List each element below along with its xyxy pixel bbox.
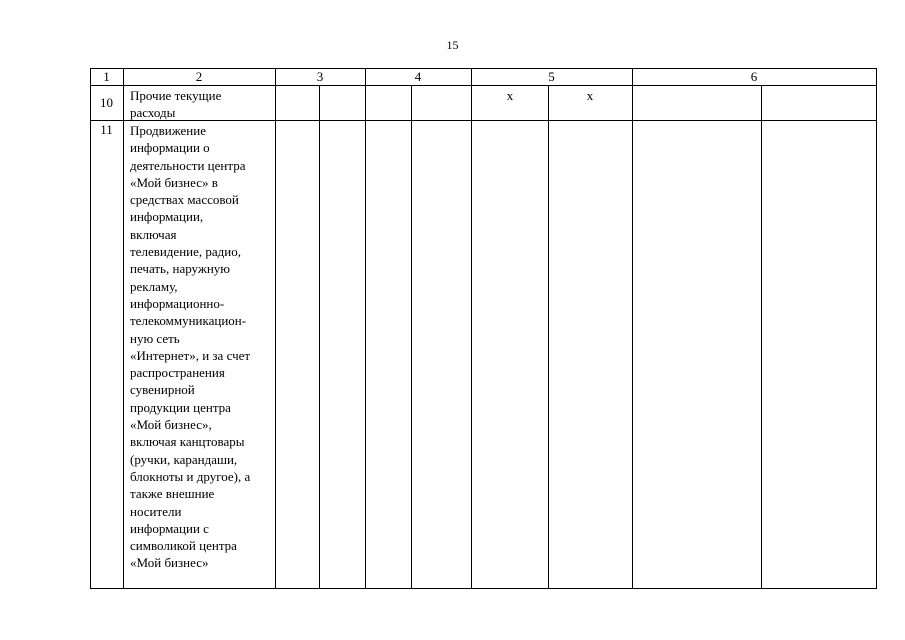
- page-number: 15: [446, 38, 459, 52]
- row-10-description: Прочие текущие расходы: [130, 88, 222, 121]
- header-col-2: 2: [195, 69, 203, 84]
- header-col-6: 6: [750, 69, 758, 84]
- row-11-description: Продвижение информации о деятельности центра «Мой бизнес» в средствах массовой информации, включая телевидение, радио, печать, наружную рекламу, информационно- телекоммуникацион- ную сеть «Интернет», и за счет распространения сувенирной продукции центра «Мой бизнес», включая канцтовары (ручки, карандаши, блокноты и другое), а также внешние носители информации с символикой центра «Мой бизнес»: [130, 123, 251, 571]
- col-3-subdivider: [319, 86, 320, 589]
- col-3-4-divider: [365, 68, 366, 589]
- row-11-number: 11: [100, 122, 113, 137]
- row-10-col5-left-mark: х: [506, 88, 514, 103]
- table-bottom-border: [90, 588, 876, 589]
- header-col-5: 5: [548, 69, 555, 84]
- header-col-1: 1: [103, 69, 110, 84]
- header-col-4: 4: [414, 69, 422, 84]
- col-4-subdivider: [411, 86, 412, 589]
- table-left-border: [90, 68, 91, 589]
- row-10-col5-right-mark: х: [586, 88, 594, 103]
- col-6-subdivider: [761, 86, 762, 589]
- col-5-6-divider: [632, 68, 633, 589]
- table-right-border: [876, 68, 877, 589]
- col-5-subdivider: [548, 86, 549, 589]
- header-col-3: 3: [316, 69, 324, 84]
- header-row-bottom-border: [90, 85, 876, 86]
- col-2-3-divider: [275, 68, 276, 589]
- col-4-5-divider: [471, 68, 472, 589]
- col-1-2-divider: [123, 68, 124, 589]
- row-10-number: 10: [100, 95, 113, 110]
